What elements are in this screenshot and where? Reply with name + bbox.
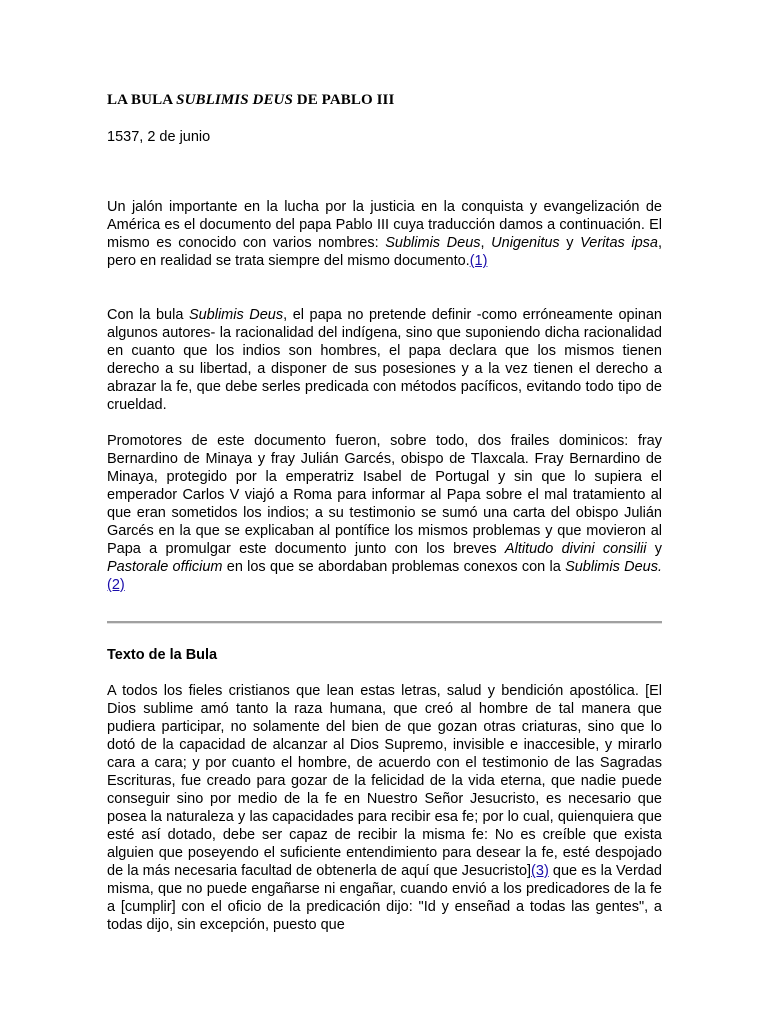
italic-run: Sublimis Deus. [565, 559, 663, 575]
italic-run: Altitudo divini consilii [504, 541, 647, 557]
title-suffix: DE PABLO III [292, 92, 395, 108]
intro-paragraph-2 [107, 306, 662, 414]
document-date: 1537, 2 de junio [107, 129, 211, 145]
italic-run: Pastorale officium [107, 559, 223, 575]
text-run: , pero en realidad se trata siempre del mismo documento. [107, 235, 663, 269]
italic-run: Sublimis Deus [188, 307, 284, 323]
text-run: Promotores de este documento fueron, sobre todo, dos frailes dominicos: fray Bernardino de Minaya y fray Julián Garcés, obispo de Tlaxcala. Fray Bernardino de Minaya, protegido por la emperatriz Isabel de Portugal y sin que lo supiera el emperador Carlos V viajó a Roma para informar al Papa sobre el mal tratamiento al que eran sometidos los indios; a su testimonio se sumó una carta del obispo Julián Garcés en la que se explicaban al pontífice los mismos problemas y que movieron al Papa a promulgar este documento junto con los breves [107, 433, 662, 557]
text-run: en los que se abordaban problemas conexos con la [222, 559, 566, 575]
horizontal-rule [107, 621, 662, 624]
text-run: que es la Verdad misma, que no puede engañarse ni engañar, cuando envió a los predicadores de la fe a [cumplir] con el oficio de la predicación dijo: "Id y enseñad a todas las gentes", a todas dijo, sin excepción, puesto que [107, 863, 662, 933]
bula-paragraph-1 [107, 682, 662, 934]
italic-run: Veritas ipsa [580, 235, 658, 251]
italic-run: Sublimis Deus [385, 235, 481, 251]
document-title [107, 92, 394, 109]
title-italic: SUBLIMIS DEUS [176, 92, 293, 108]
footnote-link-3[interactable]: (3) [531, 863, 549, 879]
text-run: y [646, 541, 663, 557]
footnote-link-2[interactable]: (2) [107, 577, 125, 593]
text-run: y [559, 235, 581, 251]
title-prefix: LA BULA [107, 92, 177, 108]
intro-paragraph-1 [107, 198, 662, 270]
footnote-link-1[interactable]: (1) [469, 253, 488, 269]
text-run: , [480, 235, 492, 251]
section-heading: Texto de la Bula [107, 647, 218, 663]
italic-run: Unigenitus [491, 235, 560, 251]
text-run: A todos los fieles cristianos que lean estas letras, salud y bendición apostólica. [El Dios sublime amó tanto la raza humana, que creó al hombre de tal manera que pudiera participar, no solamente del bien de que gozan otras criaturas, sino que lo dotó de la capacidad de alcanzar al Dios Supremo, invisible e inaccesible, y mirarlo cara a cara; y por cuanto el hombre, de acuerdo con el testimonio de las Sagradas Escrituras, fue creado para gozar de la felicidad de la vida eterna, que nadie puede conseguir sino por medio de la fe en Nuestro Señor Jesucristo, es necesario que posea la naturaleza y las capacidades para recibir esa fe; por lo cual, quienquiera que esté así dotado, debe ser capaz de recibir la misma fe: No es creíble que exista alguien que poseyendo el suficiente entendimiento para desear la fe, esté despojado de la más necesaria facultad de obtenerla de aquí que Jesucristo] [107, 683, 662, 879]
text-run: Con la bula [107, 307, 189, 323]
intro-paragraph-3 [107, 432, 662, 594]
text-run: Un jalón importante en la lucha por la justicia en la conquista y evangelización de América es el documento del papa Pablo III cuya traducción damos a continuación. El mismo es conocido con varios nombres: [107, 199, 662, 251]
text-run: , el papa no pretende definir -como erróneamente opinan algunos autores- la racionalidad del indígena, sino que suponiendo dicha racionalidad en cuanto que los indios son hombres, el papa declara que los mismos tienen derecho a su libertad, a disponer de sus posesiones y a la vez tienen el derecho a abrazar la fe, que debe serles predicada con métodos pacíficos, evitando todo tipo de crueldad. [107, 307, 662, 413]
